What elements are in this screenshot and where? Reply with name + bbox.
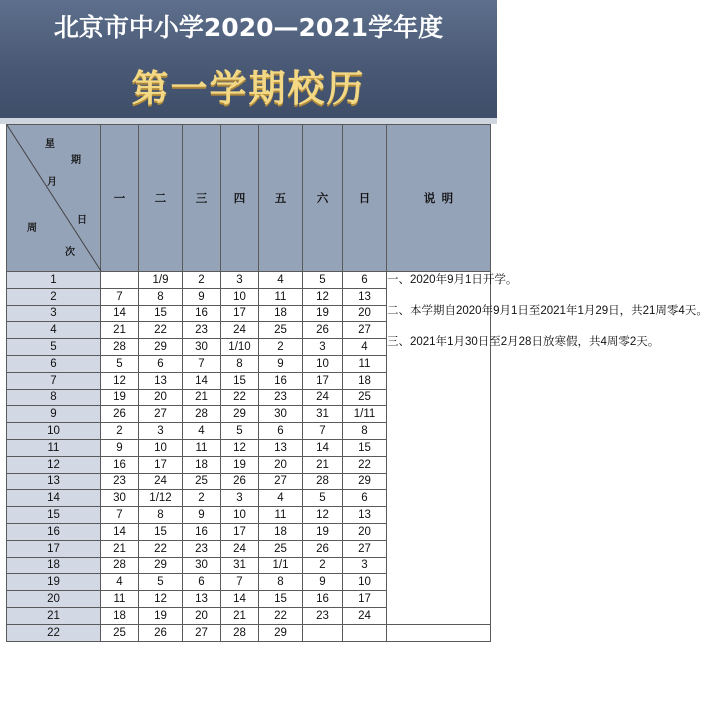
week-number-cell: 8 xyxy=(7,389,101,406)
date-cell: 18 xyxy=(101,607,139,624)
day-header-mon: 一 xyxy=(101,125,139,272)
date-cell: 30 xyxy=(183,339,221,356)
date-cell: 28 xyxy=(101,339,139,356)
day-header-sun: 日 xyxy=(343,125,387,272)
date-cell: 7 xyxy=(221,574,259,591)
date-cell: 25 xyxy=(259,322,303,339)
date-cell: 2 xyxy=(101,423,139,440)
week-number-cell: 3 xyxy=(7,305,101,322)
date-cell: 22 xyxy=(139,322,183,339)
date-cell: 11 xyxy=(101,591,139,608)
date-cell: 19 xyxy=(303,523,343,540)
date-cell: 7 xyxy=(101,507,139,524)
date-cell: 6 xyxy=(183,574,221,591)
date-cell: 28 xyxy=(101,557,139,574)
date-cell: 20 xyxy=(139,389,183,406)
date-cell: 1/11 xyxy=(343,406,387,423)
note-item: 三、2021年1月30日至2月28日放寒假，共4周零2天。 xyxy=(387,336,660,348)
date-cell: 13 xyxy=(183,591,221,608)
date-cell: 5 xyxy=(221,423,259,440)
date-cell: 11 xyxy=(183,439,221,456)
date-cell: 29 xyxy=(343,473,387,490)
date-cell: 4 xyxy=(183,423,221,440)
week-number-cell: 12 xyxy=(7,456,101,473)
date-cell: 5 xyxy=(303,490,343,507)
week-number-cell: 17 xyxy=(7,540,101,557)
week-number-cell: 10 xyxy=(7,423,101,440)
date-cell: 8 xyxy=(139,507,183,524)
date-cell: 3 xyxy=(343,557,387,574)
date-cell: 3 xyxy=(139,423,183,440)
week-number-cell: 9 xyxy=(7,406,101,423)
day-header-sat: 六 xyxy=(303,125,343,272)
week-number-cell: 4 xyxy=(7,322,101,339)
date-cell: 30 xyxy=(259,406,303,423)
date-cell: 26 xyxy=(303,322,343,339)
date-cell: 19 xyxy=(139,607,183,624)
week-number-cell: 15 xyxy=(7,507,101,524)
date-cell: 12 xyxy=(303,507,343,524)
note-item: 一、2020年9月1日开学。 xyxy=(387,274,518,286)
date-cell: 14 xyxy=(101,523,139,540)
date-cell: 23 xyxy=(259,389,303,406)
date-cell: 9 xyxy=(259,355,303,372)
date-cell: 30 xyxy=(183,557,221,574)
date-cell: 6 xyxy=(139,355,183,372)
date-cell: 24 xyxy=(139,473,183,490)
date-cell: 14 xyxy=(221,591,259,608)
date-cell: 11 xyxy=(259,288,303,305)
date-cell: 1/10 xyxy=(221,339,259,356)
corner-label-ri: 日 xyxy=(77,215,87,226)
date-cell: 14 xyxy=(303,439,343,456)
date-cell: 20 xyxy=(183,607,221,624)
date-cell: 10 xyxy=(221,507,259,524)
date-cell: 5 xyxy=(101,355,139,372)
date-cell: 29 xyxy=(259,624,303,641)
date-cell xyxy=(101,272,139,289)
date-cell: 17 xyxy=(303,372,343,389)
date-cell: 18 xyxy=(343,372,387,389)
date-cell: 13 xyxy=(343,288,387,305)
corner-label-xing: 星 xyxy=(45,139,55,150)
corner-cell xyxy=(7,125,101,272)
week-number-cell: 16 xyxy=(7,523,101,540)
date-cell: 10 xyxy=(139,439,183,456)
week-number-cell: 1 xyxy=(7,272,101,289)
date-cell: 16 xyxy=(101,456,139,473)
date-cell: 23 xyxy=(101,473,139,490)
date-cell: 4 xyxy=(101,574,139,591)
week-number-cell: 5 xyxy=(7,339,101,356)
date-cell: 9 xyxy=(183,507,221,524)
date-cell: 24 xyxy=(221,540,259,557)
date-cell: 11 xyxy=(259,507,303,524)
date-cell: 29 xyxy=(139,339,183,356)
date-cell: 21 xyxy=(101,322,139,339)
date-cell: 27 xyxy=(343,322,387,339)
date-cell: 15 xyxy=(139,523,183,540)
date-cell: 23 xyxy=(183,322,221,339)
date-cell: 2 xyxy=(303,557,343,574)
date-cell: 1/1 xyxy=(259,557,303,574)
date-cell: 10 xyxy=(343,574,387,591)
date-cell: 21 xyxy=(221,607,259,624)
date-cell: 22 xyxy=(139,540,183,557)
date-cell: 18 xyxy=(259,305,303,322)
date-cell: 18 xyxy=(259,523,303,540)
week-number-cell: 6 xyxy=(7,355,101,372)
empty-cell xyxy=(387,624,491,641)
date-cell: 26 xyxy=(139,624,183,641)
date-cell: 8 xyxy=(139,288,183,305)
week-number-cell: 20 xyxy=(7,591,101,608)
date-cell: 19 xyxy=(221,456,259,473)
date-cell: 23 xyxy=(303,607,343,624)
date-cell: 28 xyxy=(221,624,259,641)
date-cell: 4 xyxy=(259,490,303,507)
notes-cell xyxy=(387,272,708,625)
date-cell: 18 xyxy=(183,456,221,473)
date-cell: 8 xyxy=(221,355,259,372)
date-cell: 2 xyxy=(183,272,221,289)
date-cell: 26 xyxy=(101,406,139,423)
date-cell: 19 xyxy=(303,305,343,322)
note-item: 二、本学期自2020年9月1日至2021年1月29日，共21周零4天。 xyxy=(387,305,708,317)
day-header-tue: 二 xyxy=(139,125,183,272)
date-cell: 20 xyxy=(259,456,303,473)
date-cell: 5 xyxy=(303,272,343,289)
date-cell: 27 xyxy=(183,624,221,641)
date-cell: 9 xyxy=(183,288,221,305)
date-cell: 15 xyxy=(259,591,303,608)
date-cell: 28 xyxy=(303,473,343,490)
date-cell: 6 xyxy=(259,423,303,440)
date-cell: 17 xyxy=(221,305,259,322)
date-cell: 4 xyxy=(343,339,387,356)
date-cell xyxy=(303,624,343,641)
week-number-cell: 18 xyxy=(7,557,101,574)
date-cell: 9 xyxy=(303,574,343,591)
date-cell: 6 xyxy=(343,272,387,289)
week-number-cell: 2 xyxy=(7,288,101,305)
page-title: 北京市中小学2020—2021学年度 xyxy=(53,13,444,42)
date-cell: 20 xyxy=(343,305,387,322)
date-cell: 14 xyxy=(101,305,139,322)
date-cell: 6 xyxy=(343,490,387,507)
date-cell: 12 xyxy=(303,288,343,305)
date-cell: 31 xyxy=(303,406,343,423)
date-cell: 26 xyxy=(303,540,343,557)
date-cell: 14 xyxy=(183,372,221,389)
date-cell: 21 xyxy=(183,389,221,406)
date-cell: 17 xyxy=(221,523,259,540)
date-cell: 24 xyxy=(303,389,343,406)
date-cell: 15 xyxy=(343,439,387,456)
date-cell: 29 xyxy=(139,557,183,574)
date-cell: 15 xyxy=(139,305,183,322)
date-cell: 22 xyxy=(343,456,387,473)
date-cell: 21 xyxy=(303,456,343,473)
page-subtitle: 第一学期校历 xyxy=(131,67,366,110)
date-cell: 2 xyxy=(183,490,221,507)
date-cell: 31 xyxy=(221,557,259,574)
date-cell: 16 xyxy=(259,372,303,389)
date-cell: 16 xyxy=(183,523,221,540)
date-cell: 25 xyxy=(259,540,303,557)
date-cell: 21 xyxy=(101,540,139,557)
date-cell: 27 xyxy=(343,540,387,557)
date-cell: 20 xyxy=(343,523,387,540)
day-header-thu: 四 xyxy=(221,125,259,272)
corner-label-zhou: 周 xyxy=(27,223,37,234)
date-cell: 7 xyxy=(183,355,221,372)
date-cell: 25 xyxy=(183,473,221,490)
table-row xyxy=(7,624,491,641)
date-cell: 1/12 xyxy=(139,490,183,507)
corner-label-yue: 月 xyxy=(47,177,57,188)
week-number-cell: 13 xyxy=(7,473,101,490)
week-number-cell: 14 xyxy=(7,490,101,507)
date-cell: 19 xyxy=(101,389,139,406)
date-cell: 22 xyxy=(259,607,303,624)
date-cell: 12 xyxy=(101,372,139,389)
date-cell: 12 xyxy=(221,439,259,456)
week-number-cell: 19 xyxy=(7,574,101,591)
date-cell: 13 xyxy=(343,507,387,524)
date-cell: 5 xyxy=(139,574,183,591)
date-cell: 16 xyxy=(183,305,221,322)
week-number-cell: 11 xyxy=(7,439,101,456)
date-cell: 13 xyxy=(259,439,303,456)
date-cell: 8 xyxy=(259,574,303,591)
date-cell: 16 xyxy=(303,591,343,608)
date-cell: 30 xyxy=(101,490,139,507)
date-cell: 23 xyxy=(183,540,221,557)
header-row xyxy=(7,125,491,272)
date-cell: 9 xyxy=(101,439,139,456)
date-cell: 17 xyxy=(139,456,183,473)
date-cell: 8 xyxy=(343,423,387,440)
date-cell: 7 xyxy=(101,288,139,305)
date-cell: 2 xyxy=(259,339,303,356)
date-cell: 4 xyxy=(259,272,303,289)
day-header-wed: 三 xyxy=(183,125,221,272)
date-cell: 27 xyxy=(139,406,183,423)
header-banner xyxy=(0,0,497,118)
date-cell: 3 xyxy=(303,339,343,356)
week-number-cell: 22 xyxy=(7,624,101,641)
date-cell: 10 xyxy=(303,355,343,372)
date-cell: 24 xyxy=(221,322,259,339)
date-cell: 7 xyxy=(303,423,343,440)
date-cell: 1/9 xyxy=(139,272,183,289)
date-cell: 29 xyxy=(221,406,259,423)
table-row xyxy=(7,272,491,289)
date-cell: 22 xyxy=(221,389,259,406)
date-cell: 17 xyxy=(343,591,387,608)
date-cell: 11 xyxy=(343,355,387,372)
date-cell: 12 xyxy=(139,591,183,608)
corner-label-qi: 期 xyxy=(71,155,81,166)
notes-header: 说 明 xyxy=(387,125,491,272)
corner-label-ci: 次 xyxy=(65,247,75,258)
date-cell: 25 xyxy=(101,624,139,641)
date-cell: 26 xyxy=(221,473,259,490)
week-number-cell: 7 xyxy=(7,372,101,389)
date-cell: 25 xyxy=(343,389,387,406)
date-cell: 28 xyxy=(183,406,221,423)
date-cell: 3 xyxy=(221,272,259,289)
date-cell: 3 xyxy=(221,490,259,507)
week-number-cell: 21 xyxy=(7,607,101,624)
date-cell: 24 xyxy=(343,607,387,624)
date-cell xyxy=(343,624,387,641)
date-cell: 13 xyxy=(139,372,183,389)
day-header-fri: 五 xyxy=(259,125,303,272)
date-cell: 10 xyxy=(221,288,259,305)
calendar-table xyxy=(6,124,708,642)
date-cell: 15 xyxy=(221,372,259,389)
date-cell: 27 xyxy=(259,473,303,490)
